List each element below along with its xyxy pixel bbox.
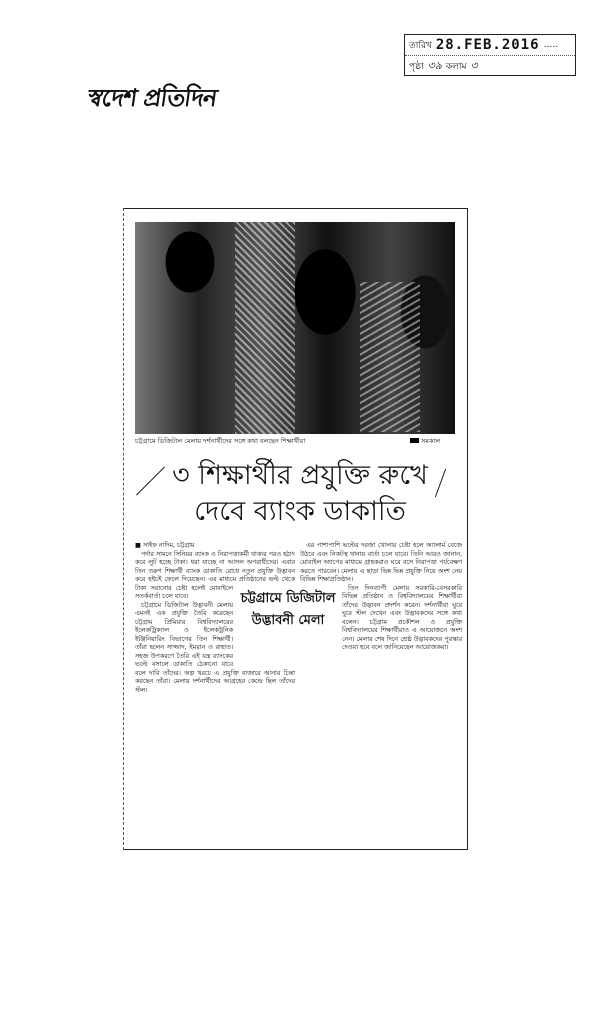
stamp-date: 28.FEB.2016 [435, 37, 540, 53]
newspaper-masthead: স্বদেশ প্রতিদিন [86, 84, 219, 112]
article-byline: ■ সাইফ নাদিম, চট্টগ্রাম [135, 542, 195, 549]
photo-credit [410, 437, 440, 445]
stamp-column-label: কলাম [445, 61, 467, 72]
archive-date-stamp [404, 34, 576, 76]
photo-caption: চট্টগ্রামে ডিজিটাল মেলায় দর্শনার্থীদের সঙ্গে কথা বলছেন শিক্ষার্থীরা [135, 437, 306, 445]
headline-line-1: ৩ শিক্ষার্থীর প্রযুক্তি রুখে [172, 460, 428, 491]
photo-texture [360, 282, 420, 432]
paragraph: তিন দিনব্যাপী মেলায় সরকারি-বেসরকারি বিভিন্ন প্রতিষ্ঠান ও বিশ্ববিদ্যালয়ের শিক্ষার্থীরা তাঁদের উদ্ভাবন প্রদর্শন করেন। দর্শনার্থীরা ঘুরে ঘুরে স্টল দেখেন এবং উদ্ভাবকদের সঙ্গে কথা বলেন। চট্টগ্রাম প্রকৌশল ও প্রযুক্তি বিশ্ববিদ্যালয়ের শিক্ষার্থীরাও এ আয়োজনে অংশ নেন। মেলার শেষ দিনে শ্রেষ্ঠ উদ্ভাবকদের পুরস্কার দেওয়া হবে বলে জানিয়েছেন আয়োজকরা। [342, 584, 462, 651]
paragraph: পর্দার সামনে সিনিয়র ব্যাংক ও নিরাপত্তাকর্মী থাকার পরও হঠাৎ করে লুট হচ্ছে টাকা। ধরা যাচ্ছে না আসল অপরাধীদের। এবার তিন তরুণ শিক্ষার্থী ব্যাংক ডাকাতি রোধে নতুন প্রযুক্তি উদ্ভাবন করে হইচই ফেলে দিয়েছেন। এর মাধ্যমে প্রতিষ্ঠানের ভল্ট থেকে টাকা সরানোর চেষ্টা হলেই মোবাইলে সতর্কবার্তা চলে যাবে। [135, 550, 295, 600]
paragraph: চট্টগ্রামে ডিজিটাল উদ্ভাবনী মেলায় এমনই এক প্রযুক্তি তৈরি করেছেন চট্টগ্রাম প্রিমিয়ার বিশ্ববিদ্যালয়ের ইলেকট্রিক্যাল ও ইলেকট্রনিক ইঞ্জিনিয়ারিং বিভাগের তিন শিক্ষার্থী। তাঁরা হলেন সাজ্জাদ, ইমরান ও রাহাত। সহজ উপকরণে তৈরি এই যন্ত্র ব্যাংকের ভল্টে বসালে ডাকাতি ঠেকানো যাবে বলে দাবি তাঁদের। অল্প খরচে এ প্রযুক্তি বাজারে আনার চিন্তা করছেন তাঁরা। মেলায় দর্শনার্থীদের আগ্রহের কেন্দ্রে ছিল তাঁদের স্টল। [135, 601, 295, 694]
inset-title: চট্টগ্রামে ডিজিটাল উদ্ভাবনী মেলা [240, 591, 336, 628]
stamp-date-row [405, 35, 575, 55]
article-photo [135, 222, 455, 434]
stamp-date-label: তারিখ [409, 40, 432, 51]
stamp-page-label: পৃষ্ঠা [409, 61, 424, 72]
photo-credit-text: সমকাল [421, 437, 441, 445]
paragraph: এর পাশাপাশি ভল্টের দরজা খোলার চেষ্টা হলে অ্যালার্ম বেজে উঠবে এবং নিকটস্থ থানায় বার্তা চলে যাবে। তিনি আরও জানান, মোবাইল অ্যাপের মাধ্যমে গ্রাহকরাও ঘরে বসে নিরাপত্তা পর্যবেক্ষণ করতে পারবেন। মেলায় এ ছাড়া ভিন্ন ভিন্ন প্রযুক্তি নিয়ে অংশ নেয় বিভিন্ন শিক্ষাপ্রতিষ্ঠান। [300, 542, 462, 583]
stamp-page-row [405, 55, 575, 76]
stamp-column: ৩ [470, 58, 478, 72]
stamp-dots: ….. [543, 40, 559, 50]
photo-texture [235, 222, 295, 434]
headline-line-2: দেবে ব্যাংক ডাকাতি [194, 496, 406, 527]
stamp-page: ৩৯ [427, 58, 442, 72]
credit-marker [410, 438, 419, 443]
article-headline [140, 458, 460, 530]
